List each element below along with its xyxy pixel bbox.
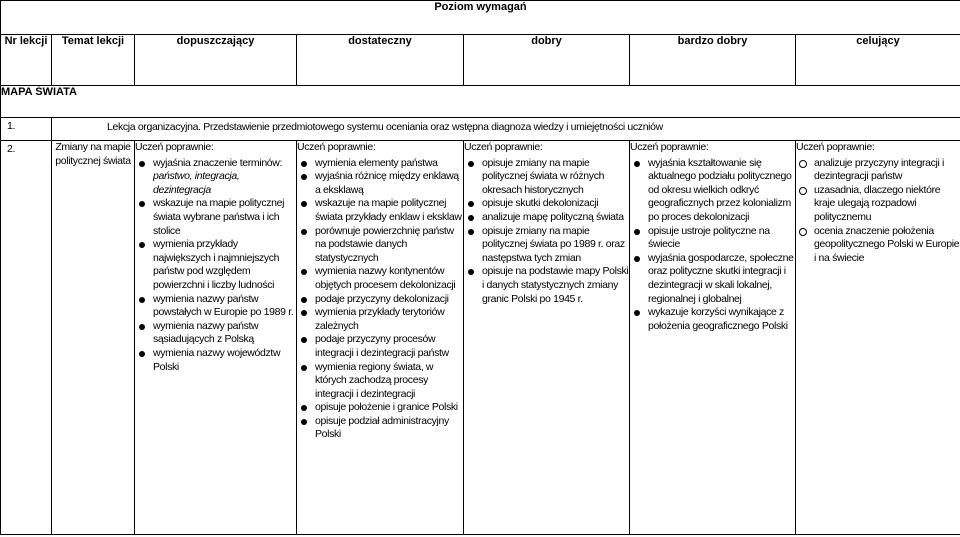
list-item: wykazuje korzyści wynikające z położenia geograficznego Polski <box>630 306 795 333</box>
table-title: Poziom wymagań <box>1 1 960 35</box>
col-header-level-1: dopuszczający <box>135 35 297 86</box>
level-cell-celujacy <box>796 141 960 535</box>
list-item: opisuje podział administracyjny Polski <box>297 415 463 442</box>
title-row <box>1 1 960 35</box>
list-item: podaje przyczyny dekolonizacji <box>297 293 463 307</box>
list-item: analizuje mapę polityczną świata <box>464 211 629 225</box>
col-header-level-4: bardzo dobry <box>630 35 796 86</box>
lesson-text: Lekcja organizacyjna. Przedstawienie przedmiotowego systemu oceniania oraz wstępna diagnoza wiedzy i umiejętności uczniów <box>52 118 960 141</box>
list-item: wymienia nazwy państw powstałych w Europie po 1989 r. <box>135 293 296 320</box>
list-item: wymienia nazwy kontynentów objętych procesem dekolonizacji <box>297 265 463 292</box>
list-item: porównuje powierzchnię państw na podstawie danych statystycznych <box>297 225 463 266</box>
level-cell-bardzo-dobry <box>630 141 796 535</box>
section-row <box>1 86 960 118</box>
student-label: Uczeń poprawnie: <box>297 141 376 153</box>
lesson-number: 2. <box>1 141 52 535</box>
level-cell-dobry <box>464 141 630 535</box>
level-cell-dopuszczajacy <box>135 141 297 535</box>
table-row <box>1 118 960 141</box>
col-header-nr: Nr lekcji <box>1 35 52 86</box>
table-row <box>1 141 960 535</box>
list-item: podaje przyczyny procesów integracji i dezintegracji państw <box>297 333 463 360</box>
list-item: uzasadnia, dlaczego niektóre kraje ulegają rozpadowi politycznemu <box>796 184 960 225</box>
list-item: wyjaśnia kształtowanie się aktualnego podziału politycznego od okresu wielkich odkryć geograficznych przez kolonializm po proces dekolonizacji <box>630 157 795 225</box>
student-label: Uczeń poprawnie: <box>135 141 214 153</box>
list-item: opisuje ustroje polityczne na świecie <box>630 225 795 252</box>
list-item: wyjaśnia gospodarcze, społeczne oraz polityczne skutki integracji i dezintegracji w skali lokalnej, regionalnej i globalnej <box>630 252 795 306</box>
list-item: wskazuje na mapie politycznej świata wybrane państwa i ich stolice <box>135 197 296 238</box>
list-item: wskazuje na mapie politycznej świata przykłady enklaw i eksklaw <box>297 197 463 224</box>
list-item: wymienia nazwy województw Polski <box>135 347 296 374</box>
col-header-level-5: celujący <box>796 35 960 86</box>
list-item: opisuje zmiany na mapie politycznej świata po 1989 r. oraz następstwa tych zmian <box>464 225 629 266</box>
list-item: opisuje położenie i granice Polski <box>297 401 463 415</box>
list-item: opisuje skutki dekolonizacji <box>464 197 629 211</box>
list-item: ocenia znaczenie położenia geopolitycznego Polski w Europie i na świecie <box>796 225 960 266</box>
list-item: opisuje zmiany na mapie politycznej świata w różnych okresach historycznych <box>464 157 629 198</box>
col-header-level-3: dobry <box>464 35 630 86</box>
section-title: MAPA ŚWIATA <box>1 86 960 118</box>
list-item: wymienia przykłady terytoriów zależnych <box>297 306 463 333</box>
col-header-level-2: dostateczny <box>297 35 464 86</box>
list-item: opisuje na podstawie mapy Polski i danych statystycznych zmiany granic Polski po 1945 r. <box>464 265 629 306</box>
student-label: Uczeń poprawnie: <box>630 141 709 153</box>
list-item: wyjaśnia różnicę między enklawą a eksklawą <box>297 170 463 197</box>
lesson-topic: Zmiany na mapie politycznej świata <box>52 141 135 535</box>
list-item: analizuje przyczyny integracji i dezintegracji państw <box>796 157 960 184</box>
student-label: Uczeń poprawnie: <box>464 141 543 153</box>
list-item: wyjaśnia znaczenie terminów: państwo, integracja, dezintegracja <box>135 157 296 198</box>
list-item: wymienia przykłady największych i najmniejszych państw pod względem powierzchni i liczby ludności <box>135 238 296 292</box>
list-item: wymienia nazwy państw sąsiadujących z Polską <box>135 320 296 347</box>
student-label: Uczeń poprawnie: <box>796 141 875 153</box>
list-item: wymienia elementy państwa <box>297 157 463 171</box>
col-header-topic: Temat lekcji <box>52 35 135 86</box>
levels-header-row <box>1 35 960 86</box>
lesson-number: 1. <box>1 118 52 141</box>
list-item: wymienia regiony świata, w których zachodzą procesy integracji i dezintegracji <box>297 361 463 402</box>
level-cell-dostateczny <box>297 141 464 535</box>
